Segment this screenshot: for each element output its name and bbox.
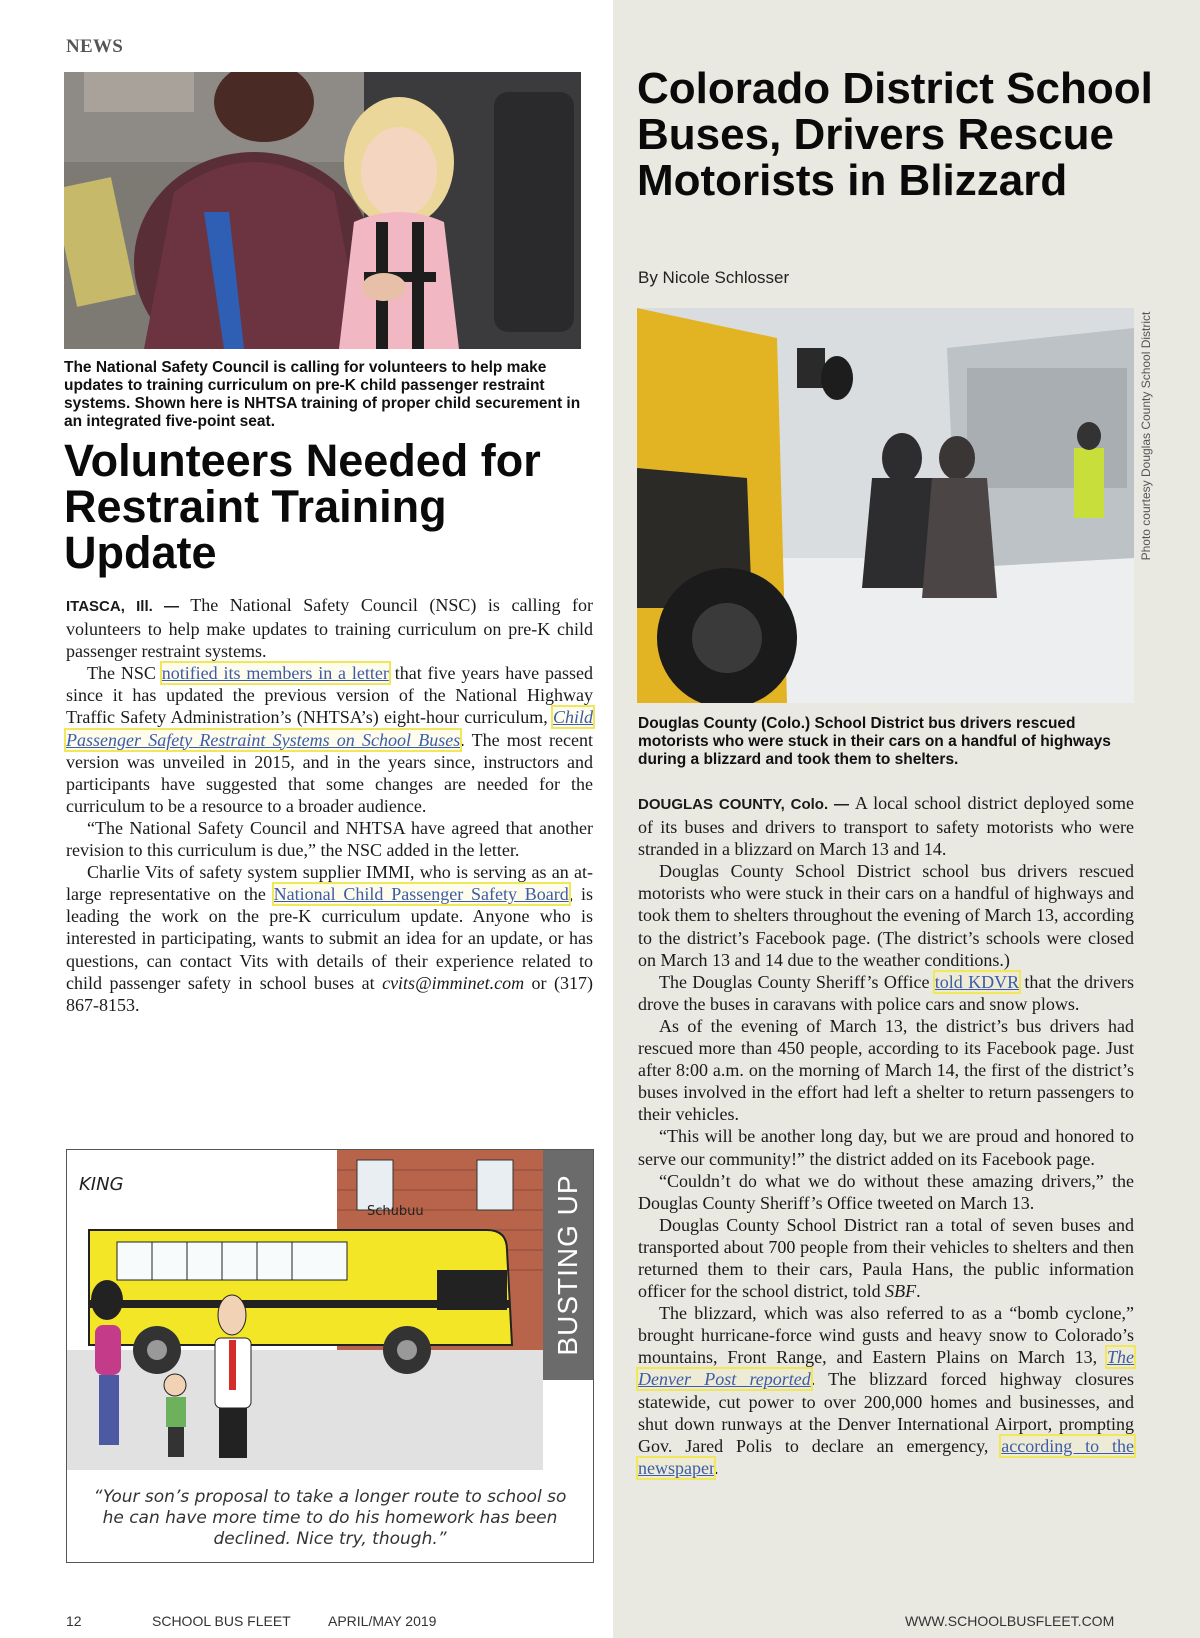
bus-label: Schubuu (367, 1204, 424, 1219)
right-paragraph-5: “This will be another long day, but we are proud and honored to serve our community!” the district added on its Facebook page. (638, 1126, 1134, 1169)
right-paragraph-4: As of the evening of March 13, the district’s bus drivers had rescued more than 450 people, according to its Facebook page. Just after 8:00 a.m. on the morning of March 14, the first of the district’s buses involved in the effort had left a shelter to return passengers to their vehicles. (638, 1015, 1134, 1125)
contact-email: cvits@imminet.com (382, 972, 525, 993)
right-paragraph-8: The blizzard, which was also referred to as a “bomb cyclone,” brought hurricane-force wind gusts and heavy snow to Colorado’s mountains, Front Range, and Eastern Plains on March 13, The Denver Post reported. The blizzard forced highway closures statewide, cut power to over 200,000 homes and businesses, and shut down runways at the Denver International Airport, prompting Gov. Jared Polis to declare an emergency, according to the newspaper. (638, 1303, 1134, 1478)
left-paragraph-2: The NSC notified its members in a letter that five years have passed since it has updated the previous version of the National Highway Traffic Safety Administration’s (NHTSA’s) eight-hour curriculum, Child Passenger Safety Restraint Systems on School Buses. The most recent version was unveiled in 2015, and in the years since, instructors and participants have suggested that some changes are needed for the curriculum to be a resource to a broader audience. (66, 663, 593, 816)
right-paragraph-1: DOUGLAS COUNTY, Colo. — A local school district deployed some of its buses and drivers to transport to safety motorists who were stranded in a blizzard on March 13 and 14. (638, 793, 1135, 860)
cartoon-caption: “Your son’s proposal to take a longer route to school so he can have more time to do his homework has been declined. Nice try, though.” (93, 1487, 567, 1549)
byline: By Nicole Schlosser (638, 268, 790, 287)
kdvr-link[interactable]: told KDVR (934, 971, 1020, 992)
safety-board-link[interactable]: National Child Passenger Safety Board (273, 884, 569, 905)
left-headline: Volunteers Needed for Restraint Training Update (64, 435, 541, 578)
right-dateline: DOUGLAS COUNTY, Colo. — (638, 796, 855, 813)
right-photo-caption: Douglas County (Colo.) School District bus drivers rescued motorists who were stuck in their cars on a handful of highways during a blizzard and took them to shelters. (638, 715, 1111, 768)
left-photo-caption: The National Safety Council is calling for volunteers to help make updates to training curriculum on pre-K child passenger restraint systems. Shown here is NHTSA training of proper child securement in an integrated five-point seat. (64, 359, 581, 430)
right-article-body (638, 792, 1134, 1479)
left-article-body (66, 594, 593, 1016)
left-paragraph-1: ITASCA, Ill. — The National Safety Council (NSC) is calling for volunteers to help make updates to training curriculum on pre-K child passenger restraint systems. (66, 595, 593, 662)
left-paragraph-3: “The National Safety Council and NHTSA have agreed that another revision to this curriculum is due,” the NSC added in the letter. (66, 817, 593, 861)
right-paragraph-6: “Couldn’t do what we do without these amazing drivers,” the Douglas County Sheriff’s Office tweeted on March 13. (638, 1170, 1134, 1213)
newspaper-link[interactable]: according to the newspaper (638, 1435, 1134, 1478)
magazine-name: SCHOOL BUS FLEET (152, 1613, 291, 1629)
busting-up-cartoon (66, 1149, 594, 1563)
right-paragraph-7: Douglas County School District ran a total of seven buses and transported about 700 people from their vehicles to shelters and then returned them to their cars, Paula Hans, the public information officer for the school district, told SBF. (638, 1214, 1134, 1302)
photo-credit: Photo courtesy Douglas County School District (1139, 311, 1153, 560)
left-dateline: ITASCA, Ill. — (66, 598, 191, 615)
website-url: WWW.SCHOOLBUSFLEET.COM (905, 1613, 1115, 1629)
blizzard-rescue-photo (637, 308, 1134, 703)
cartoonist-signature: KING (79, 1174, 124, 1195)
right-paragraph-2: Douglas County School District school bus drivers rescued motorists who were stuck in their cars on a handful of highways and took them to shelters throughout the evening of March 13, according to the district’s Facebook page. (The district’s schools were closed on March 13 and 14 due to the weather conditions.) (638, 861, 1134, 970)
busting-up-banner: BUSTING UP (543, 1150, 593, 1380)
issue-date: APRIL/MAY 2019 (328, 1613, 437, 1629)
nsc-letter-link[interactable]: notified its members in a letter (161, 663, 389, 684)
section-label: NEWS (66, 36, 124, 57)
child-seat-training-photo (64, 72, 581, 349)
right-headline: Colorado District School Buses, Drivers Rescue Motorists in Blizzard (637, 64, 1153, 205)
right-paragraph-3: The Douglas County Sheriff’s Office told KDVR that the drivers drove the buses in caravans with police cars and snow plows. (638, 971, 1134, 1014)
denver-post-link[interactable]: The Denver Post reported (638, 1347, 1134, 1390)
page-number: 12 (66, 1613, 82, 1629)
curriculum-link[interactable]: Child Passenger Safety Restraint Systems on School Buses (66, 707, 593, 750)
left-paragraph-4: Charlie Vits of safety system supplier IMMI, who is serving as an at-large representative on the National Child Passenger Safety Board, is leading the work on the pre-K curriculum update. Anyone who is interested in participating, wants to submit an idea for an update, or has questions, can contact Vits with details of their experience related to child passenger safety in school buses at cvits@imminet.com or (317) 867-8153. (66, 862, 593, 1015)
